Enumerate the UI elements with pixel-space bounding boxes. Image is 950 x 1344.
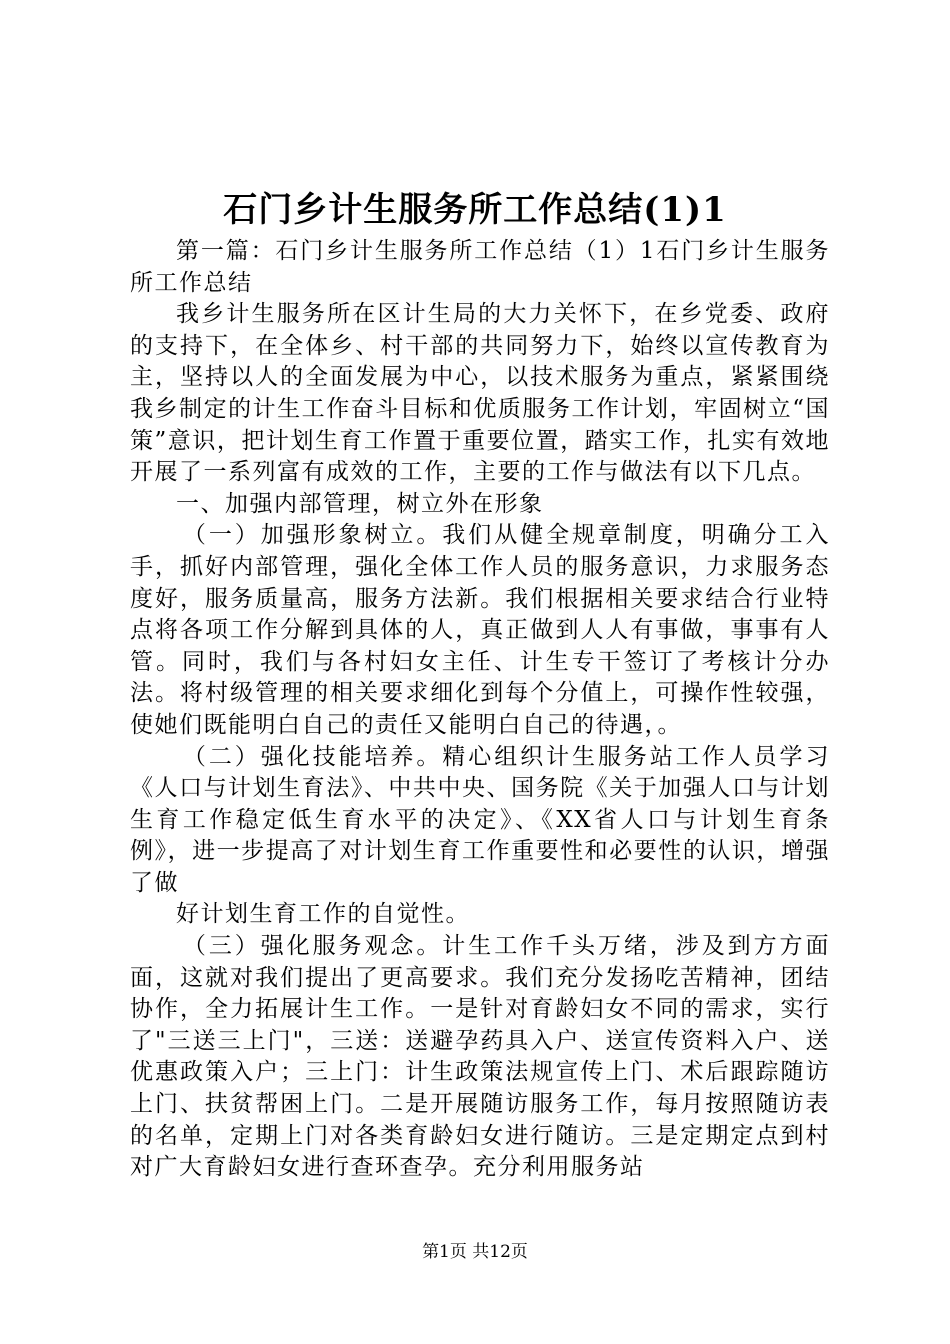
document-title: 石门乡计生服务所工作总结(1)1 — [223, 190, 727, 230]
paragraph-intro: 第一篇：石门乡计生服务所工作总结（1）1石门乡计生服务所工作总结 — [130, 238, 830, 296]
document-body — [130, 236, 830, 1184]
paragraph-item-3: （三）强化服务观念。计生工作千头万绪，涉及到方方面面，这就对我们提出了更高要求。我们充分发扬吃苦精神，团结协作，全力拓展计生工作。一是针对育龄妇女不同的需求，实行了"三送三上门"，三送：送避孕药具入户、送宣传资料入户、送优惠政策入户；三上门：计生政策法规宣传上门、术后跟踪随访上门、扶贫帮困上门。二是开展随访服务工作，每月按照随访表的名单，定期上门对各类育龄妇女进行随访。三是定期定点到村对广大育龄妇女进行查环查孕。充分利用服务站 — [130, 933, 830, 1181]
paragraph-item-2: （二）强化技能培养。精心组织计生服务站工作人员学习《人口与计划生育法》、中共中央、国务院《关于加强人口与计划生育工作稳定低生育水平的决定》、《XX省人口与计划生育条例》，进一步提高了对计划生育工作重要性和必要性的认识，增强了做 — [130, 743, 830, 896]
section-heading: 一、加强内部管理，树立外在形象 — [176, 490, 544, 517]
paragraph-continuation: 好计划生育工作的自觉性。 — [176, 901, 470, 928]
paragraph-item-1: （一）加强形象树立。我们从健全规章制度，明确分工入手，抓好内部管理，强化全体工作人员的服务意识，力求服务态度好，服务质量高，服务方法新。我们根据相关要求结合行业特点将各项工作分解到具体的人，真正做到人人有事做，事事有人管。同时，我们与各村妇女主任、计生专干签订了考核计分办法。将村级管理的相关要求细化到每个分值上，可操作性较强，使她们既能明白自己的责任又能明白自己的待遇，。 — [130, 522, 830, 738]
paragraph-overview: 我乡计生服务所在区计生局的大力关怀下，在乡党委、政府的支持下，在全体乡、村干部的共同努力下，始终以宣传教育为主，坚持以人的全面发展为中心，以技术服务为重点，紧紧围绕我乡制定的计生工作奋斗目标和优质服务工作计划，牢固树立“国策”意识，把计划生育工作置于重要位置，踏实工作，扎实有效地开展了一系列富有成效的工作，主要的工作与做法有以下几点。 — [130, 301, 830, 486]
page-footer: 第1页 共12页 — [422, 1242, 528, 1262]
